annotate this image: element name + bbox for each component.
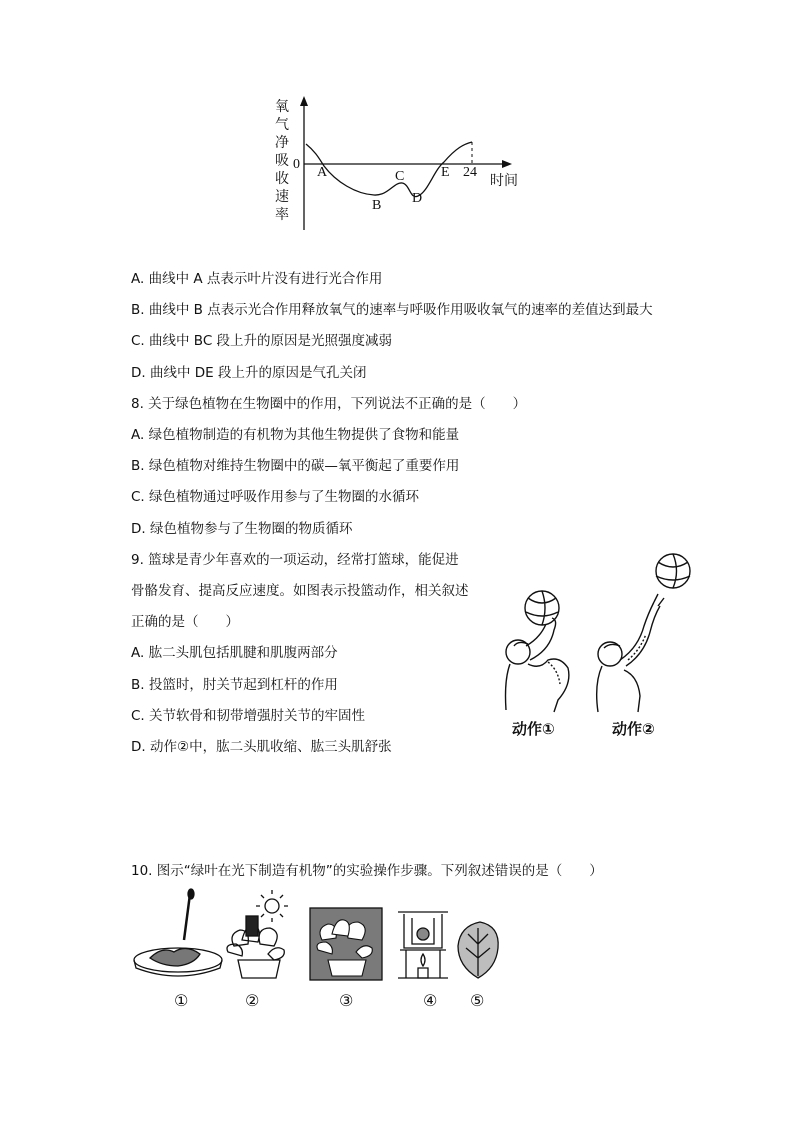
step-2-label: ② [245,991,260,1010]
action-1-player [506,591,569,712]
q7-option-c: C. 曲线中 BC 段上升的原因是光照强度减弱 [131,333,393,349]
graph-canvas [260,90,540,240]
q8-option-b: B. 绿色植物对维持生物圈中的碳—氧平衡起了重要作用 [131,458,460,474]
step-3-label: ③ [339,991,354,1010]
x-axis-label: 时间 [490,173,518,189]
q9-stem-line-1: 9. 篮球是青少年喜欢的一项运动，经常打篮球，能促进 [131,552,459,568]
basketball-figure [488,550,698,745]
y-axis-arrow [300,96,308,106]
step-1-label: ① [174,991,189,1010]
q9-option-a: A. 肱二头肌包括肌腱和肌腹两部分 [131,645,338,661]
q9-stem-line-3: 正确的是（ ） [131,614,239,630]
q8-stem: 8. 关于绿色植物在生物圈中的作用，下列说法不正确的是（ ） [131,396,527,412]
step-3-dark-box [310,908,382,980]
x-tick-24-label: 24 [463,165,477,180]
q9-stem-line-2: 骨骼发育、提高反应速度。如图表示投篮动作，相关叙述 [131,583,469,599]
step-5-leaf [458,922,498,978]
point-d-label: D [412,191,423,206]
experiment-illustration [128,888,508,984]
x-axis-arrow [502,160,512,168]
q7-option-a: A. 曲线中 A 点表示叶片没有进行光合作用 [131,271,383,287]
step-4-label: ④ [423,991,438,1010]
point-c-label: C [395,169,405,184]
q7-option-b: B. 曲线中 B 点表示光合作用释放氧气的速率与呼吸作用吸收氧气的速率的差值达到最大 [131,302,653,318]
basketball-icon [656,554,690,588]
step-5-label: ⑤ [470,991,485,1010]
sun-icon [265,899,279,913]
y-label-char: 率 [275,207,289,223]
q10-stem: 10. 图示“绿叶在光下制造有机物”的实验操作步骤。下列叙述错误的是（ ） [131,863,603,879]
y-axis-label [273,98,291,224]
point-a-label: A [317,165,328,180]
basketball-illustration [488,550,698,720]
action-2-player [597,554,690,712]
q9-option-b: B. 投篮时，肘关节起到杠杆的作用 [131,677,338,693]
q9-option-d: D. 动作②中，肱二头肌收缩、肱三头肌舒张 [131,739,392,755]
step-1-dish-dropper [134,889,222,976]
q8-option-d: D. 绿色植物参与了生物圈的物质循环 [131,521,353,537]
y-label-char: 净 [275,135,289,151]
step-4-water-bath [398,912,448,978]
origin-label: 0 [293,157,300,172]
action-2-label: 动作② [612,720,655,738]
point-e-label: E [441,165,450,180]
experiment-steps-figure [128,888,508,1018]
action-1-label: 动作① [512,720,555,738]
y-label-char: 吸 [275,153,289,169]
y-label-char: 氧 [275,99,289,115]
q9-option-c: C. 关节软骨和韧带增强肘关节的牢固性 [131,708,366,724]
y-label-char: 收 [275,171,289,187]
step-2-plant-sun [227,890,288,978]
q8-option-a: A. 绿色植物制造的有机物为其他生物提供了食物和能量 [131,427,460,443]
oxygen-graph [260,90,540,240]
point-b-label: B [372,198,382,213]
q7-option-d: D. 曲线中 DE 段上升的原因是气孔关闭 [131,365,367,381]
y-label-char: 气 [275,117,289,133]
q8-option-c: C. 绿色植物通过呼吸作用参与了生物圈的水循环 [131,489,420,505]
y-label-char: 速 [275,189,289,205]
